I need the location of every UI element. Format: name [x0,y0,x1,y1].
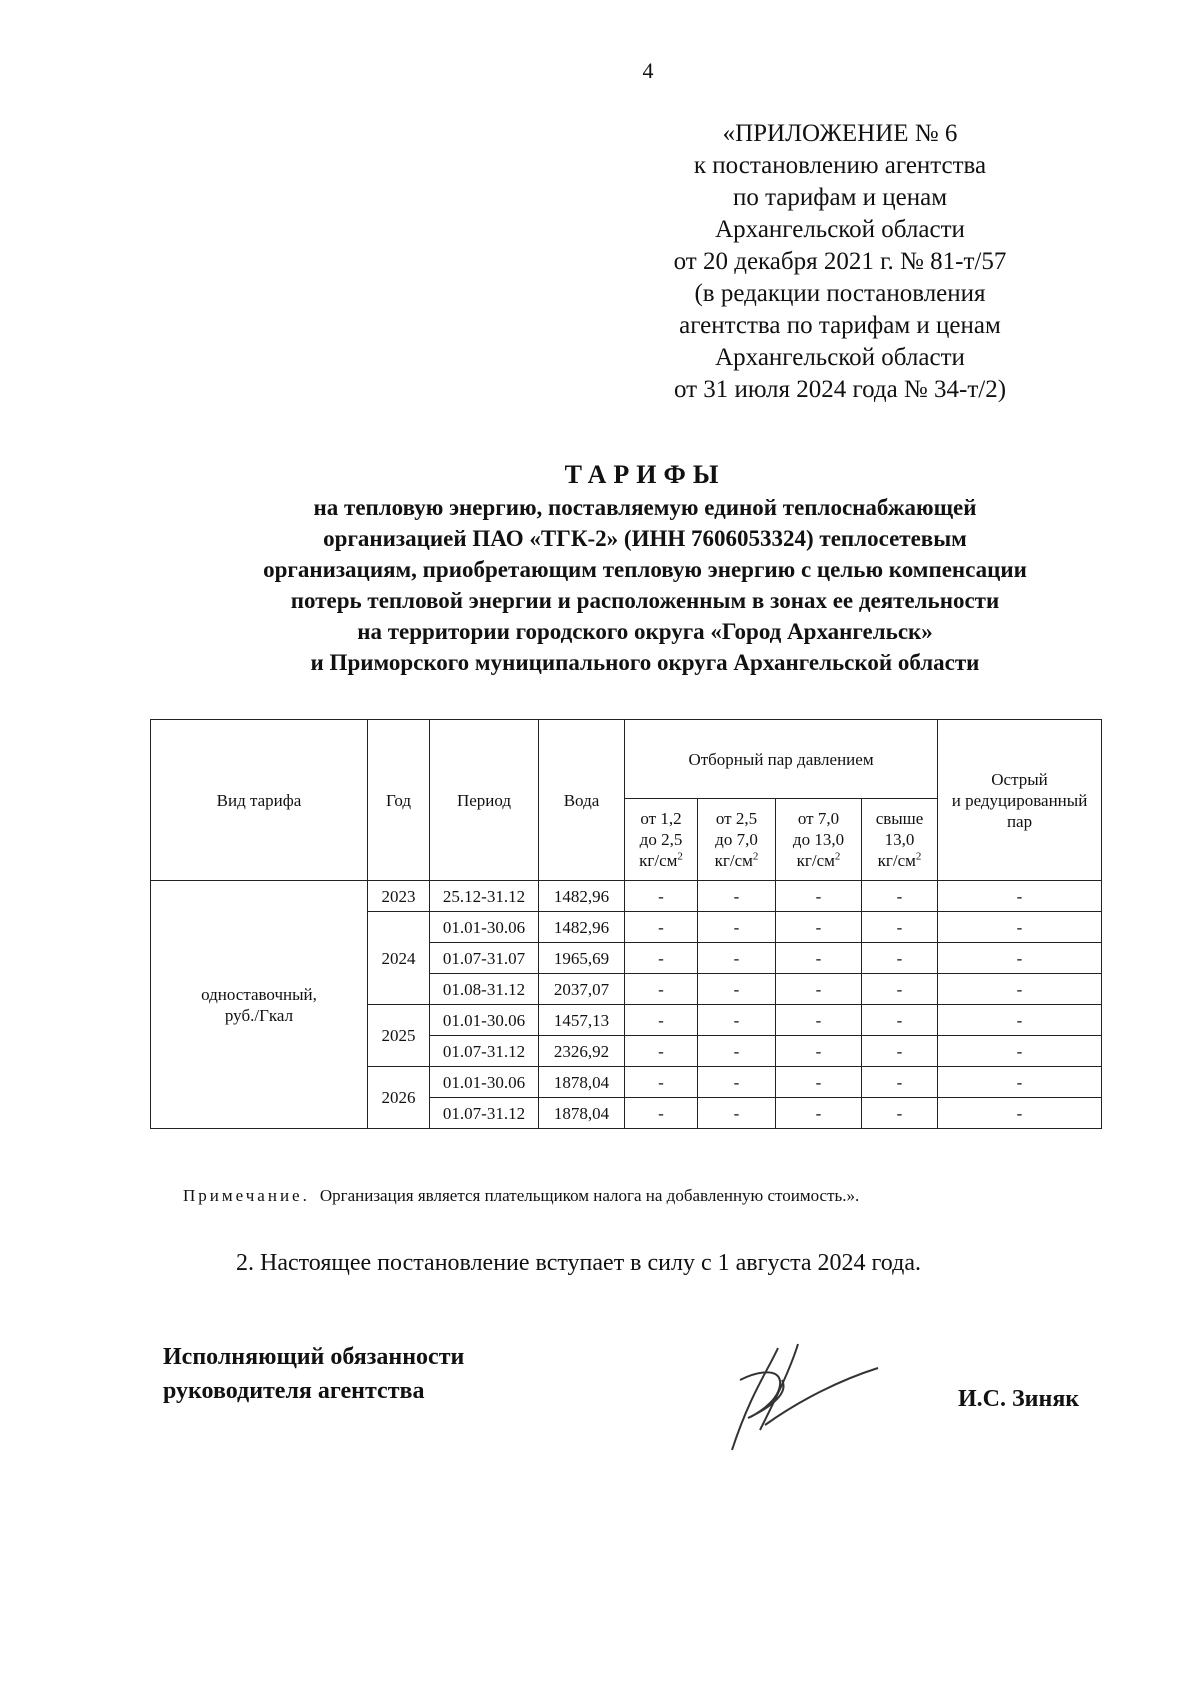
header-period: Период [430,720,539,881]
water-cell: 1965,69 [539,943,625,974]
steam-cell: - [698,1036,776,1067]
header-line: пар [1006,811,1033,831]
header-sharp-steam [938,720,1102,881]
tariffs-table [150,719,1102,1129]
header-tariff-type: Вид тарифа [151,720,368,881]
steam-cell: - [862,1005,938,1036]
appendix-line: к постановлению агентства [693,152,987,179]
water-cell: 1482,96 [539,912,625,943]
header-steam-1 [625,799,698,881]
year-cell: 2024 [368,912,430,1005]
appendix-line: (в редакции постановления [694,280,986,307]
period-cell: 01.01-30.06 [430,1067,539,1098]
appendix-line: Архангельской области [715,216,965,243]
header-line: от 2,5 [715,809,758,828]
steam-cell: - [862,1036,938,1067]
header-line: от 1,2 [640,809,682,828]
title-line: на тепловую энергию, поставляемую единой теплоснабжающей [313,495,977,520]
sharp-steam-cell: - [938,974,1102,1005]
header-line: свыше [875,809,924,828]
steam-cell: - [776,1067,862,1098]
table-row [151,881,1102,912]
steam-cell: - [698,912,776,943]
header-line: от 7,0 [797,809,840,828]
sharp-steam-cell: - [938,881,1102,912]
signer-name: И.С. Зиняк [958,1386,1080,1412]
steam-cell: - [698,881,776,912]
steam-cell: - [862,974,938,1005]
year-cell: 2025 [368,1005,430,1067]
year-cell: 2023 [368,881,430,912]
header-unit: $кг/см^2$ [796,850,841,870]
water-cell: 1878,04 [539,1067,625,1098]
steam-cell: - [776,1005,862,1036]
note-label: Примечание. [183,1186,310,1205]
period-cell: 01.01-30.06 [430,1005,539,1036]
sharp-steam-cell: - [938,1098,1102,1129]
header-water: Вода [539,720,625,881]
water-cell: 1482,96 [539,881,625,912]
title-line: организацией ПАО «ТГК-2» (ИНН 7606053324) теплосетевым [323,526,967,551]
signature [720,1340,890,1460]
title-line: и Приморского муниципального округа Архангельской области [310,650,980,675]
period-cell: 25.12-31.12 [430,881,539,912]
sharp-steam-cell: - [938,1067,1102,1098]
steam-cell: - [625,912,698,943]
steam-cell: - [862,912,938,943]
appendix-line: Архангельской области [715,344,965,371]
steam-cell: - [862,943,938,974]
signer-title-line: руководителя агентства [163,1378,425,1404]
water-cell: 1457,13 [539,1005,625,1036]
steam-cell: - [625,881,698,912]
header-unit: $кг/см^2$ [714,850,759,870]
appendix-line: «ПРИЛОЖЕНИЕ № 6 [722,120,958,147]
header-unit: $кг/см^2$ [877,850,922,870]
page-number: 4 [642,58,654,83]
sharp-steam-cell: - [938,943,1102,974]
steam-cell: - [698,1005,776,1036]
title-main: ТАРИФЫ [564,460,726,489]
sharp-steam-cell: - [938,1005,1102,1036]
title-line: потерь тепловой энергии и расположенным в зонах ее деятельности [290,588,1000,613]
clause-2: 2. Настоящее постановление вступает в силу с 1 августа 2024 года. [236,1250,921,1276]
title-line: организациям, приобретающим тепловую энергию с целью компенсации [263,557,1027,582]
appendix-line: от 20 декабря 2021 г. № 81-т/57 [673,248,1007,275]
steam-cell: - [625,1067,698,1098]
sharp-steam-cell: - [938,1036,1102,1067]
period-cell: 01.08-31.12 [430,974,539,1005]
header-steam-3 [776,799,862,881]
appendix-line: от 31 июля 2024 года № 34-т/2) [673,376,1007,403]
header-unit: $кг/см^2$ [639,850,683,870]
year-cell: 2026 [368,1067,430,1129]
steam-cell: - [625,1036,698,1067]
header-line: и редуцированный [951,790,1088,810]
steam-cell: - [776,943,862,974]
steam-cell: - [776,912,862,943]
tariff-type-cell [151,881,368,1129]
appendix-line: по тарифам и ценам [732,184,948,211]
water-cell: 2037,07 [539,974,625,1005]
signer-title [163,1340,583,1408]
steam-cell: - [698,974,776,1005]
steam-cell: - [625,1005,698,1036]
steam-cell: - [862,881,938,912]
header-line: до 2,5 [639,830,683,849]
water-cell: 2326,92 [539,1036,625,1067]
period-cell: 01.01-30.06 [430,912,539,943]
tariff-type-line: одноставочный, [201,984,317,1004]
steam-cell: - [776,1098,862,1129]
document-title [150,458,1140,678]
steam-cell: - [862,1098,938,1129]
header-line: Острый [991,769,1048,789]
steam-cell: - [625,974,698,1005]
sharp-steam-cell: - [938,912,1102,943]
header-line: до 7,0 [715,830,758,849]
steam-cell: - [776,1036,862,1067]
title-line: на территории городского округа «Город Архангельск» [357,619,933,644]
signer-title-line: Исполняющий обязанности [163,1344,465,1370]
header-steam-group: Отборный пар давлением [625,720,938,799]
header-line: 13,0 [884,830,915,849]
appendix-header [640,118,1040,406]
steam-cell: - [625,1098,698,1129]
note-text: Организация является плательщиком налога на добавленную стоимость.». [319,1186,860,1205]
header-steam-4 [862,799,938,881]
steam-cell: - [776,881,862,912]
tariff-type-line: руб./Гкал [224,1005,294,1025]
steam-cell: - [698,943,776,974]
period-cell: 01.07-31.12 [430,1036,539,1067]
header-steam-2 [698,799,776,881]
header-year: Год [368,720,430,881]
steam-cell: - [625,943,698,974]
steam-cell: - [698,1067,776,1098]
water-cell: 1878,04 [539,1098,625,1129]
note [183,1186,1113,1206]
steam-cell: - [862,1067,938,1098]
header-line: до 13,0 [792,830,845,849]
period-cell: 01.07-31.07 [430,943,539,974]
steam-cell: - [698,1098,776,1129]
appendix-line: агентства по тарифам и ценам [679,312,1001,339]
period-cell: 01.07-31.12 [430,1098,539,1129]
steam-cell: - [776,974,862,1005]
